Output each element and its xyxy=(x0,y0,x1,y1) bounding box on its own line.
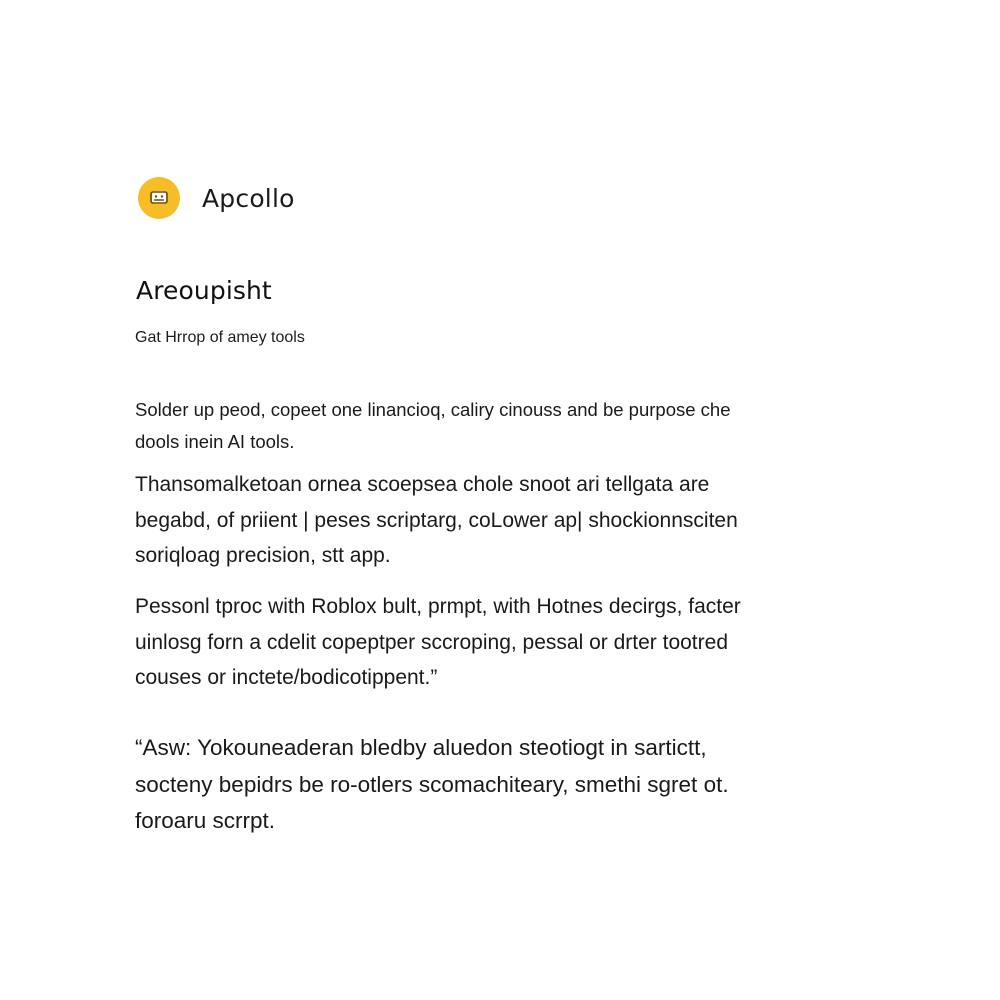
paragraph-line: socteny bepidrs be ro-otlers scomachiteary, smethi sgret ot. xyxy=(135,771,729,797)
smiling-face-icon xyxy=(138,177,180,219)
paragraph-line: Solder up peod, copeet one linancioq, caliry cinouss and be purpose che xyxy=(135,399,731,420)
brand-header xyxy=(138,177,295,219)
paragraph-line: soriqloag precision, stt app. xyxy=(135,544,391,567)
paragraph-line: uinlosg forn a cdelit copeptper sccroping, pessal or drter tootred xyxy=(135,630,728,654)
paragraph-line: “Asw: Yokouneaderan bledby aluedon steotiogt in sartictt, xyxy=(135,735,707,760)
quote-paragraph xyxy=(135,730,729,840)
app-name: Apcollo xyxy=(202,183,295,213)
paragraph-2 xyxy=(135,467,738,574)
page-subtitle: Gat Hrrop of amey tools xyxy=(135,329,305,346)
paragraph-line: couses or inctete/bodicotippent.” xyxy=(135,666,438,689)
paragraph-line: begabd, of priient | peses scriptarg, coLower ap| shockionnsciten xyxy=(135,508,738,532)
paragraph-line: Pessonl tproc with Roblox bult, prmpt, with Hotnes decirgs, facter xyxy=(135,595,741,618)
page-title: Areoupisht xyxy=(136,276,272,305)
paragraph-1 xyxy=(135,394,731,458)
paragraph-line: Thansomalketoan ornea scoepsea chole snoot ari tellgata are xyxy=(135,473,710,496)
paragraph-line: dools inein AI tools. xyxy=(135,431,295,452)
paragraph-line: foroaru scrrpt. xyxy=(135,808,276,833)
paragraph-3 xyxy=(135,589,741,696)
